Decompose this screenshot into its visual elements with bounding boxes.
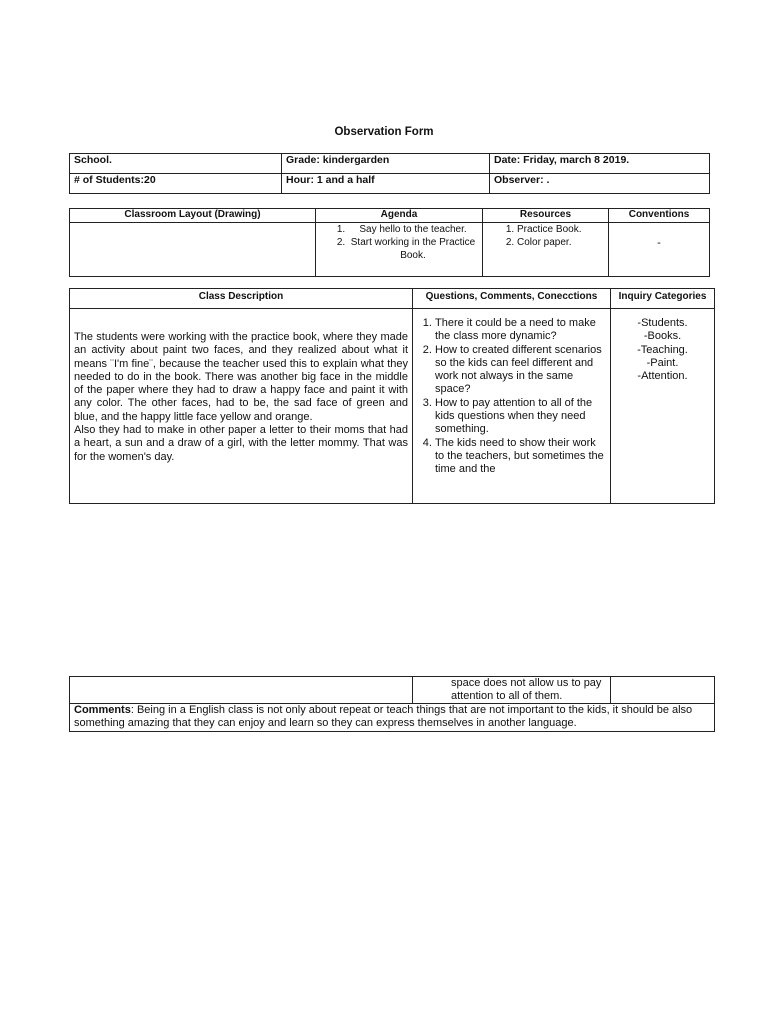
question-item: 1. There it could be a need to make the class more dynamic?	[435, 317, 606, 344]
question-item: 4. The kids need to show their work to the teachers, but sometimes the time and the	[435, 437, 606, 477]
conventions-cell: -	[609, 223, 710, 277]
resources-cell	[483, 223, 609, 277]
inquiry-item: -Books.	[643, 330, 682, 343]
continuation-table	[69, 676, 715, 732]
resource-item: 2. Color paper.	[517, 236, 604, 249]
comments-text: : Being in a English class is not only about repeat or teach things that are not important to the kids, it should be also something amazing that they can enjoy and learn so they can express themselves in another language.	[74, 704, 693, 730]
agenda-cell	[316, 223, 483, 277]
inquiry-item: -Teaching.	[637, 343, 688, 356]
question-continuation-cell: space does not allow us to pay attention to all of them.	[413, 677, 611, 704]
resource-item: 1. Practice Book.	[517, 223, 604, 236]
page-title: Observation Form	[334, 126, 434, 138]
agenda-header: Agenda	[316, 209, 483, 223]
inquiry-header: Inquiry Categories	[611, 289, 715, 309]
inquiry-item: -Students.	[637, 317, 688, 329]
continuation-inquiry-cell	[611, 677, 715, 704]
description-paragraph: Also they had to make in other paper a letter to their moms that had a heart, a sun and a draw of a girl, with the letter mommy. That was for the women's day.	[74, 424, 408, 463]
comments-cell	[70, 704, 715, 732]
info-table	[69, 153, 710, 194]
inquiry-item: -Attention.	[637, 370, 688, 383]
questions-header: Questions, Comments, Conecctions	[413, 289, 611, 309]
continuation-description-cell	[70, 677, 413, 704]
agenda-item: 2. Start working in the Practice Book.	[348, 236, 478, 262]
description-table	[69, 288, 715, 504]
agenda-item: 1. Say hello to the teacher.	[348, 223, 478, 236]
hour-cell: Hour: 1 and a half	[282, 174, 490, 194]
resources-header: Resources	[483, 209, 609, 223]
agenda-table	[69, 208, 710, 277]
observer-cell: Observer: .	[490, 174, 710, 194]
students-cell: # of Students:20	[70, 174, 282, 194]
grade-cell: Grade: kindergarden	[282, 154, 490, 174]
question-item: 2. How to created different scenarios so the kids can feel different and work not always in the same space?	[435, 344, 606, 397]
classroom-layout-cell	[70, 223, 316, 277]
description-paragraph: The students were working with the practice book, where they made an activity about paint two faces, and they realized about what it means ¨I'm fine¨, because the teacher used this to explain what they needed to do in the book. There was another big face in the middle of the paper where they had to draw a happy face and paint it with any color. The other faces, had to be, the sad face of green and blue, and the happy little face yellow and orange.	[74, 331, 408, 423]
school-cell: School.	[70, 154, 282, 174]
questions-cell	[413, 309, 611, 504]
question-item: 3. How to pay attention to all of the kids questions when they need something.	[435, 397, 606, 437]
date-cell: Date: Friday, march 8 2019.	[490, 154, 710, 174]
classroom-layout-header: Classroom Layout (Drawing)	[70, 209, 316, 223]
comments-label: Comments	[74, 704, 131, 716]
conventions-header: Conventions	[609, 209, 710, 223]
class-description-header: Class Description	[70, 289, 413, 309]
inquiry-cell	[611, 309, 715, 504]
inquiry-item: -Paint.	[646, 356, 679, 369]
class-description-cell	[70, 309, 413, 504]
